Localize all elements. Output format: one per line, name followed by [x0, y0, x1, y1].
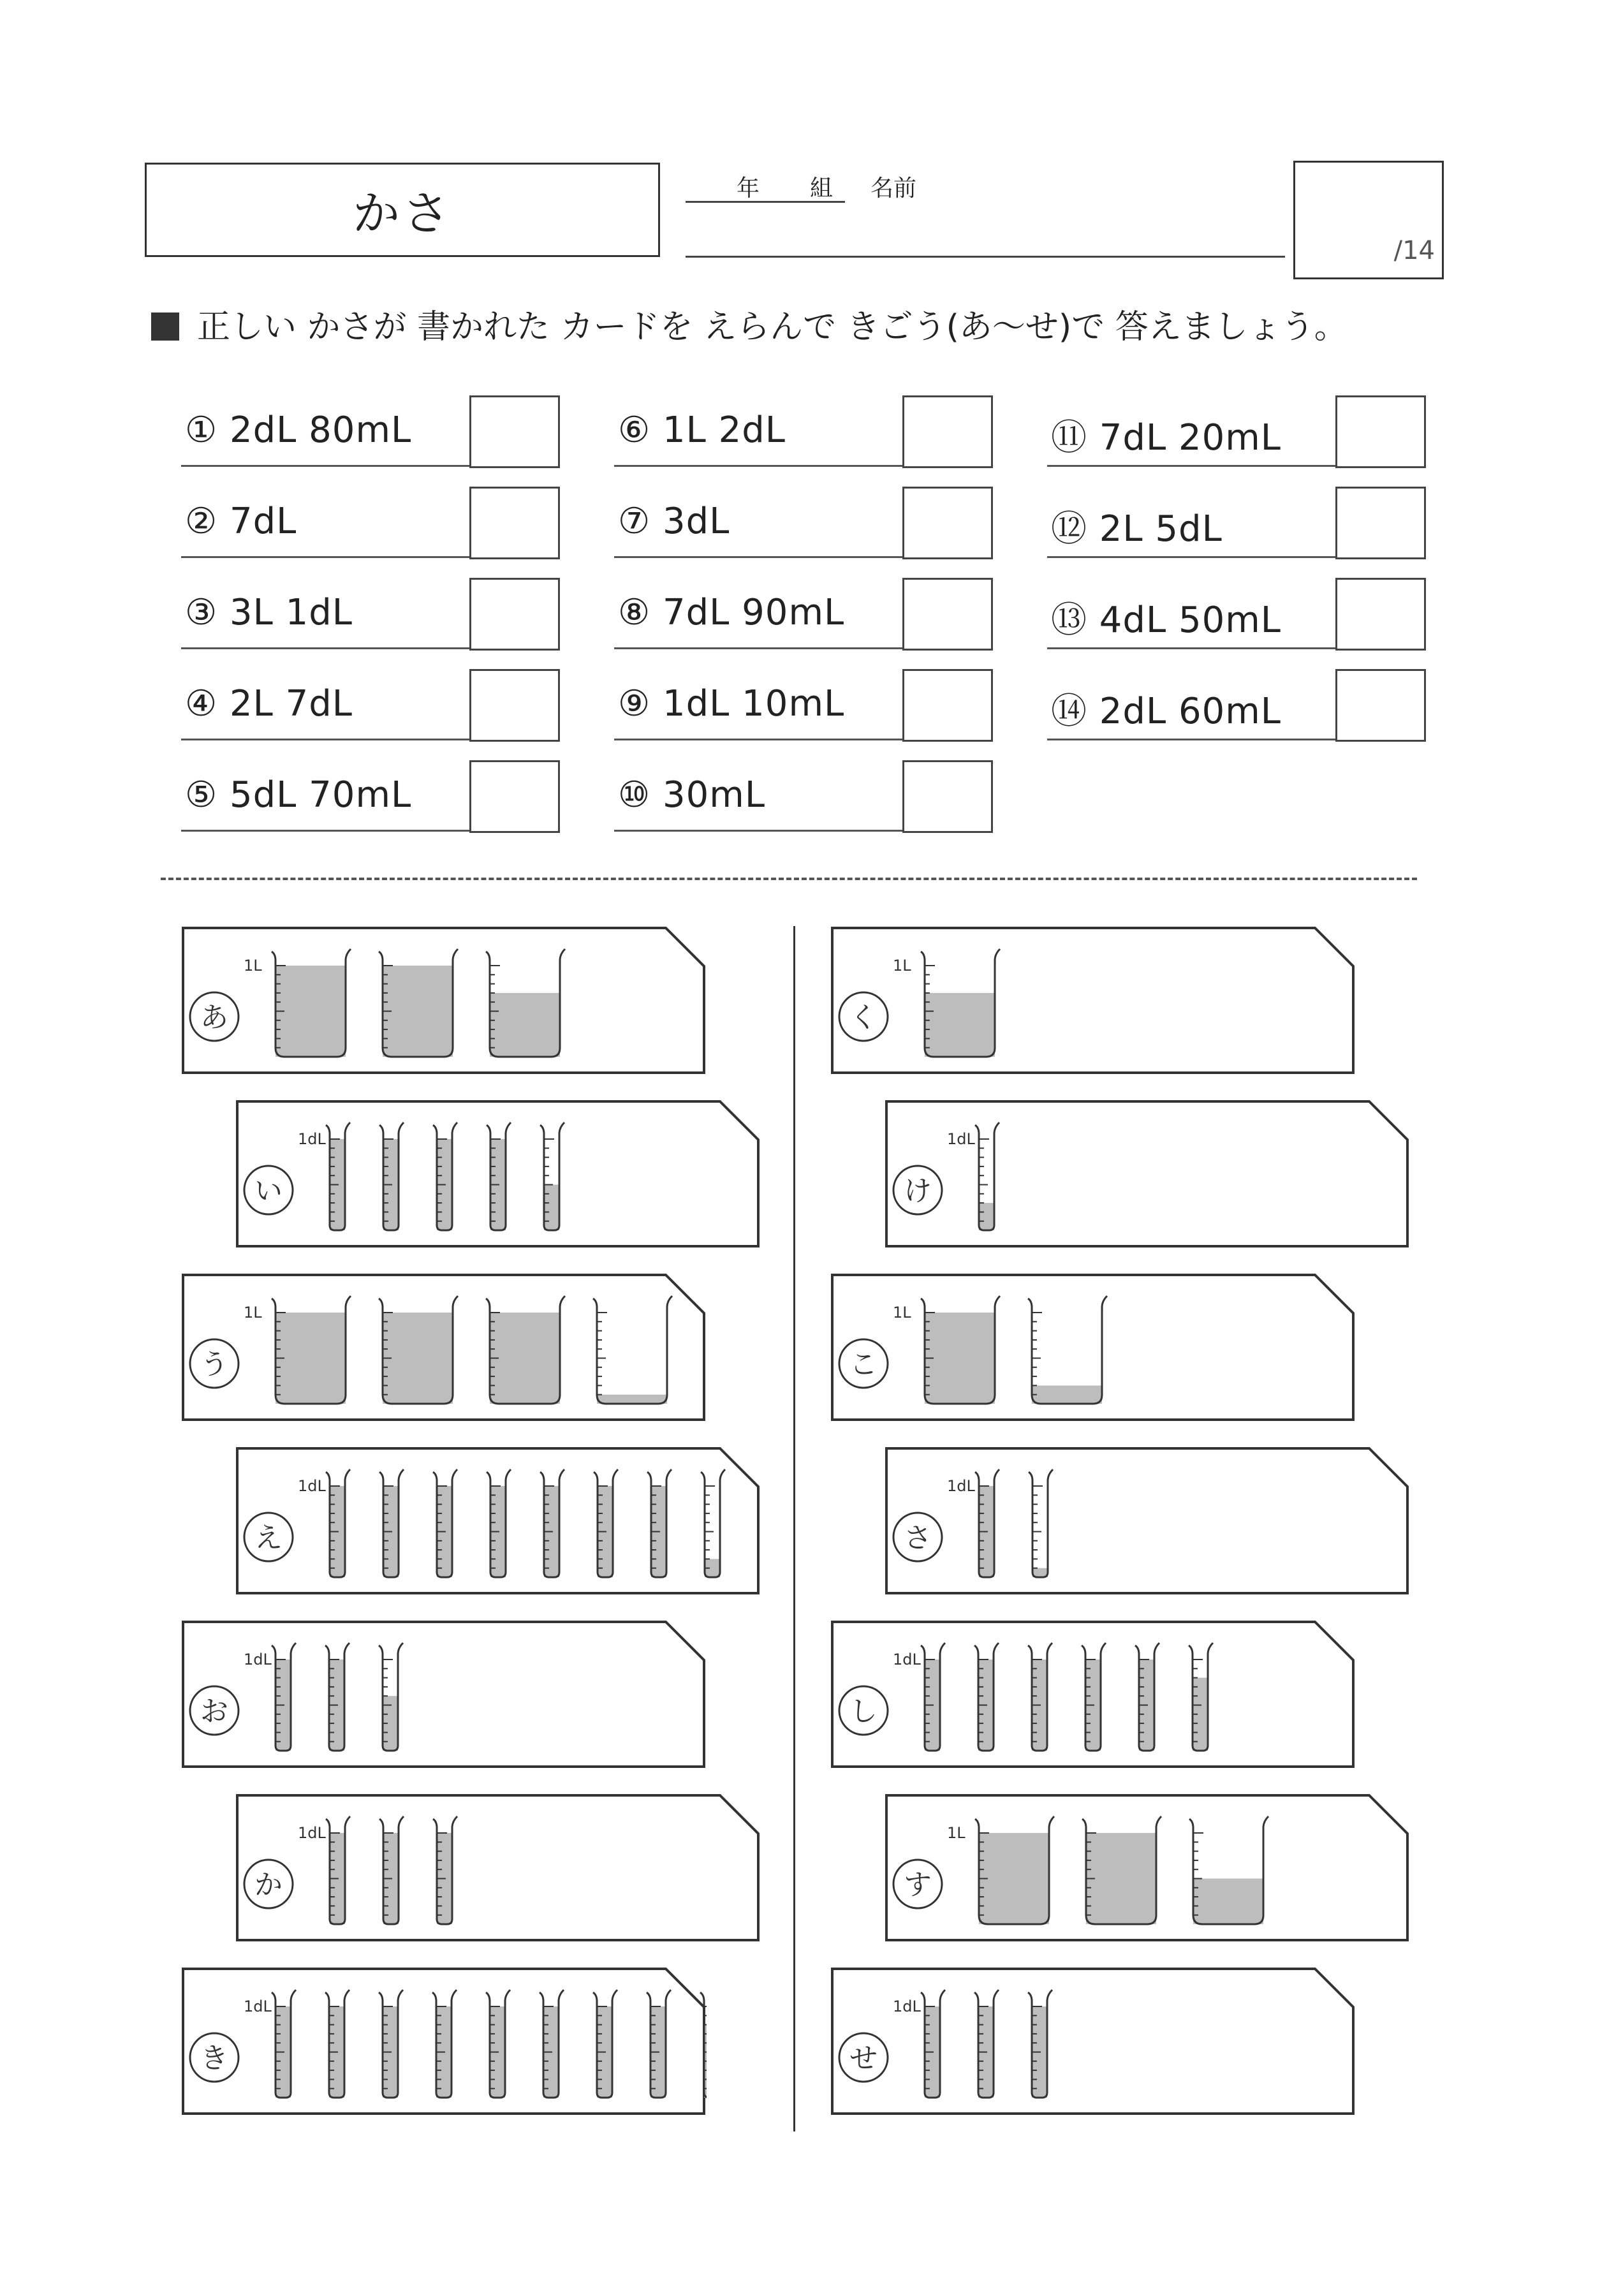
question-10 [614, 762, 992, 832]
answer-box[interactable] [469, 395, 560, 468]
question-label: ⑬ 4dL 50mL [1051, 600, 1281, 641]
question-label: ① 2dL 80mL [185, 409, 412, 451]
name-area [686, 163, 1285, 258]
answer-box[interactable] [1335, 487, 1426, 559]
card-label: お [200, 1695, 228, 1728]
section-divider [161, 878, 1417, 880]
question-label: ② 7dL [185, 501, 297, 542]
question-label: ④ 2L 7dL [185, 683, 353, 725]
water-level [925, 1313, 995, 1404]
answer-box[interactable] [1335, 395, 1426, 468]
unit-label: 1dL [298, 1824, 326, 1842]
card-outline [832, 1969, 1353, 2114]
class-underline [686, 201, 845, 203]
water-level [979, 1203, 994, 1230]
card-label: う [200, 1348, 228, 1381]
name-underline[interactable] [686, 256, 1285, 258]
card-ka[interactable] [235, 1793, 761, 1944]
question-9 [614, 670, 992, 740]
instruction [151, 300, 1348, 348]
card-label: こ [849, 1348, 878, 1381]
unit-label: 1dL [298, 1477, 326, 1495]
answer-box[interactable] [469, 760, 560, 833]
answer-box[interactable] [902, 760, 993, 833]
card-label: き [200, 2042, 228, 2075]
card-shi[interactable] [830, 1620, 1356, 1770]
question-13 [1047, 579, 1425, 649]
question-label: ③ 3L 1dL [185, 592, 353, 633]
question-6 [614, 397, 992, 467]
card-label: く [849, 1001, 878, 1034]
question-11 [1047, 397, 1425, 467]
water-level [490, 993, 560, 1057]
question-14 [1047, 670, 1425, 740]
answer-box[interactable] [902, 578, 993, 651]
page-title: かさ [353, 186, 452, 241]
unit-label: 1dL [947, 1130, 975, 1148]
unit-label: 1dL [893, 1651, 921, 1668]
card-label: あ [200, 1001, 228, 1034]
water-level [1193, 1879, 1263, 1925]
card-label: け [904, 1175, 932, 1207]
year-label: 年 [737, 175, 760, 202]
question-label: ⑦ 3dL [618, 501, 730, 542]
unit-label: 1dL [244, 1651, 272, 1668]
card-outline [832, 928, 1353, 1073]
question-3 [181, 579, 559, 649]
card-outline [183, 1622, 704, 1767]
card-e[interactable] [235, 1446, 761, 1597]
water-level [1032, 1385, 1102, 1404]
card-label: せ [849, 2042, 878, 2075]
card-label: か [254, 1869, 283, 1901]
question-label: ⑤ 5dL 70mL [185, 774, 412, 816]
answer-box[interactable] [469, 669, 560, 742]
card-ku[interactable] [830, 926, 1356, 1077]
water-level [275, 1313, 346, 1404]
column-divider [793, 926, 795, 2131]
water-level [383, 1313, 453, 1404]
water-level [275, 966, 346, 1057]
name-label: 名前 [870, 175, 917, 202]
unit-label: 1dL [893, 1998, 921, 2015]
answer-box[interactable] [469, 578, 560, 651]
card-sa[interactable] [885, 1446, 1410, 1597]
question-label: ⑩ 30mL [618, 774, 766, 816]
question-label: ⑨ 1dL 10mL [618, 683, 845, 725]
water-level [979, 1833, 1049, 1924]
unit-label: 1L [893, 957, 911, 975]
question-label: ⑫ 2L 5dL [1051, 508, 1223, 550]
card-label: し [849, 1695, 878, 1728]
water-level [1086, 1833, 1156, 1924]
card-u[interactable] [181, 1273, 707, 1424]
question-7 [614, 488, 992, 558]
unit-label: 1L [244, 1304, 262, 1321]
card-outline [886, 1448, 1407, 1593]
question-4 [181, 670, 559, 740]
water-level [383, 966, 453, 1057]
question-8 [614, 579, 992, 649]
card-label: い [254, 1175, 283, 1207]
answer-box[interactable] [902, 487, 993, 559]
card-o[interactable] [181, 1620, 707, 1770]
water-level [597, 1395, 667, 1404]
answer-box[interactable] [469, 487, 560, 559]
instruction-text: 正しい かさが 書かれた カードを えらんで きごう(あ〜せ)で 答えましょう。 [197, 308, 1348, 346]
card-outline [237, 1795, 758, 1940]
unit-label: 1dL [298, 1130, 326, 1148]
question-5 [181, 762, 559, 832]
answer-box[interactable] [1335, 669, 1426, 742]
question-12 [1047, 488, 1425, 558]
class-label: 組 [810, 175, 834, 202]
card-su[interactable] [885, 1793, 1410, 1944]
unit-label: 1dL [947, 1477, 975, 1495]
card-a[interactable] [181, 926, 707, 1077]
unit-label: 1L [244, 957, 262, 975]
question-2 [181, 488, 559, 558]
card-outline [886, 1101, 1407, 1246]
card-ko[interactable] [830, 1273, 1356, 1424]
score-total: /14 [1393, 236, 1435, 265]
water-level [490, 1313, 560, 1404]
unit-label: 1L [893, 1304, 911, 1321]
card-ke[interactable] [885, 1100, 1410, 1250]
card-ki[interactable] [181, 1967, 707, 2117]
question-label: ⑥ 1L 2dL [618, 409, 786, 451]
square-bullet-icon [151, 313, 179, 341]
answer-box[interactable] [902, 669, 993, 742]
card-label: え [254, 1522, 283, 1554]
water-level [925, 993, 995, 1057]
card-se[interactable] [830, 1967, 1356, 2117]
answer-box[interactable] [902, 395, 993, 468]
card-label: さ [904, 1522, 932, 1554]
unit-label: 1dL [244, 1998, 272, 2015]
card-label: す [904, 1869, 932, 1901]
question-label: ⑪ 7dL 20mL [1051, 417, 1281, 459]
water-level [544, 1185, 559, 1231]
card-i[interactable] [235, 1100, 761, 1250]
answer-box[interactable] [1335, 578, 1426, 651]
unit-label: 1L [947, 1824, 966, 1842]
question-1 [181, 397, 559, 467]
question-label: ⑧ 7dL 90mL [618, 592, 845, 633]
question-label: ⑭ 2dL 60mL [1051, 691, 1281, 732]
